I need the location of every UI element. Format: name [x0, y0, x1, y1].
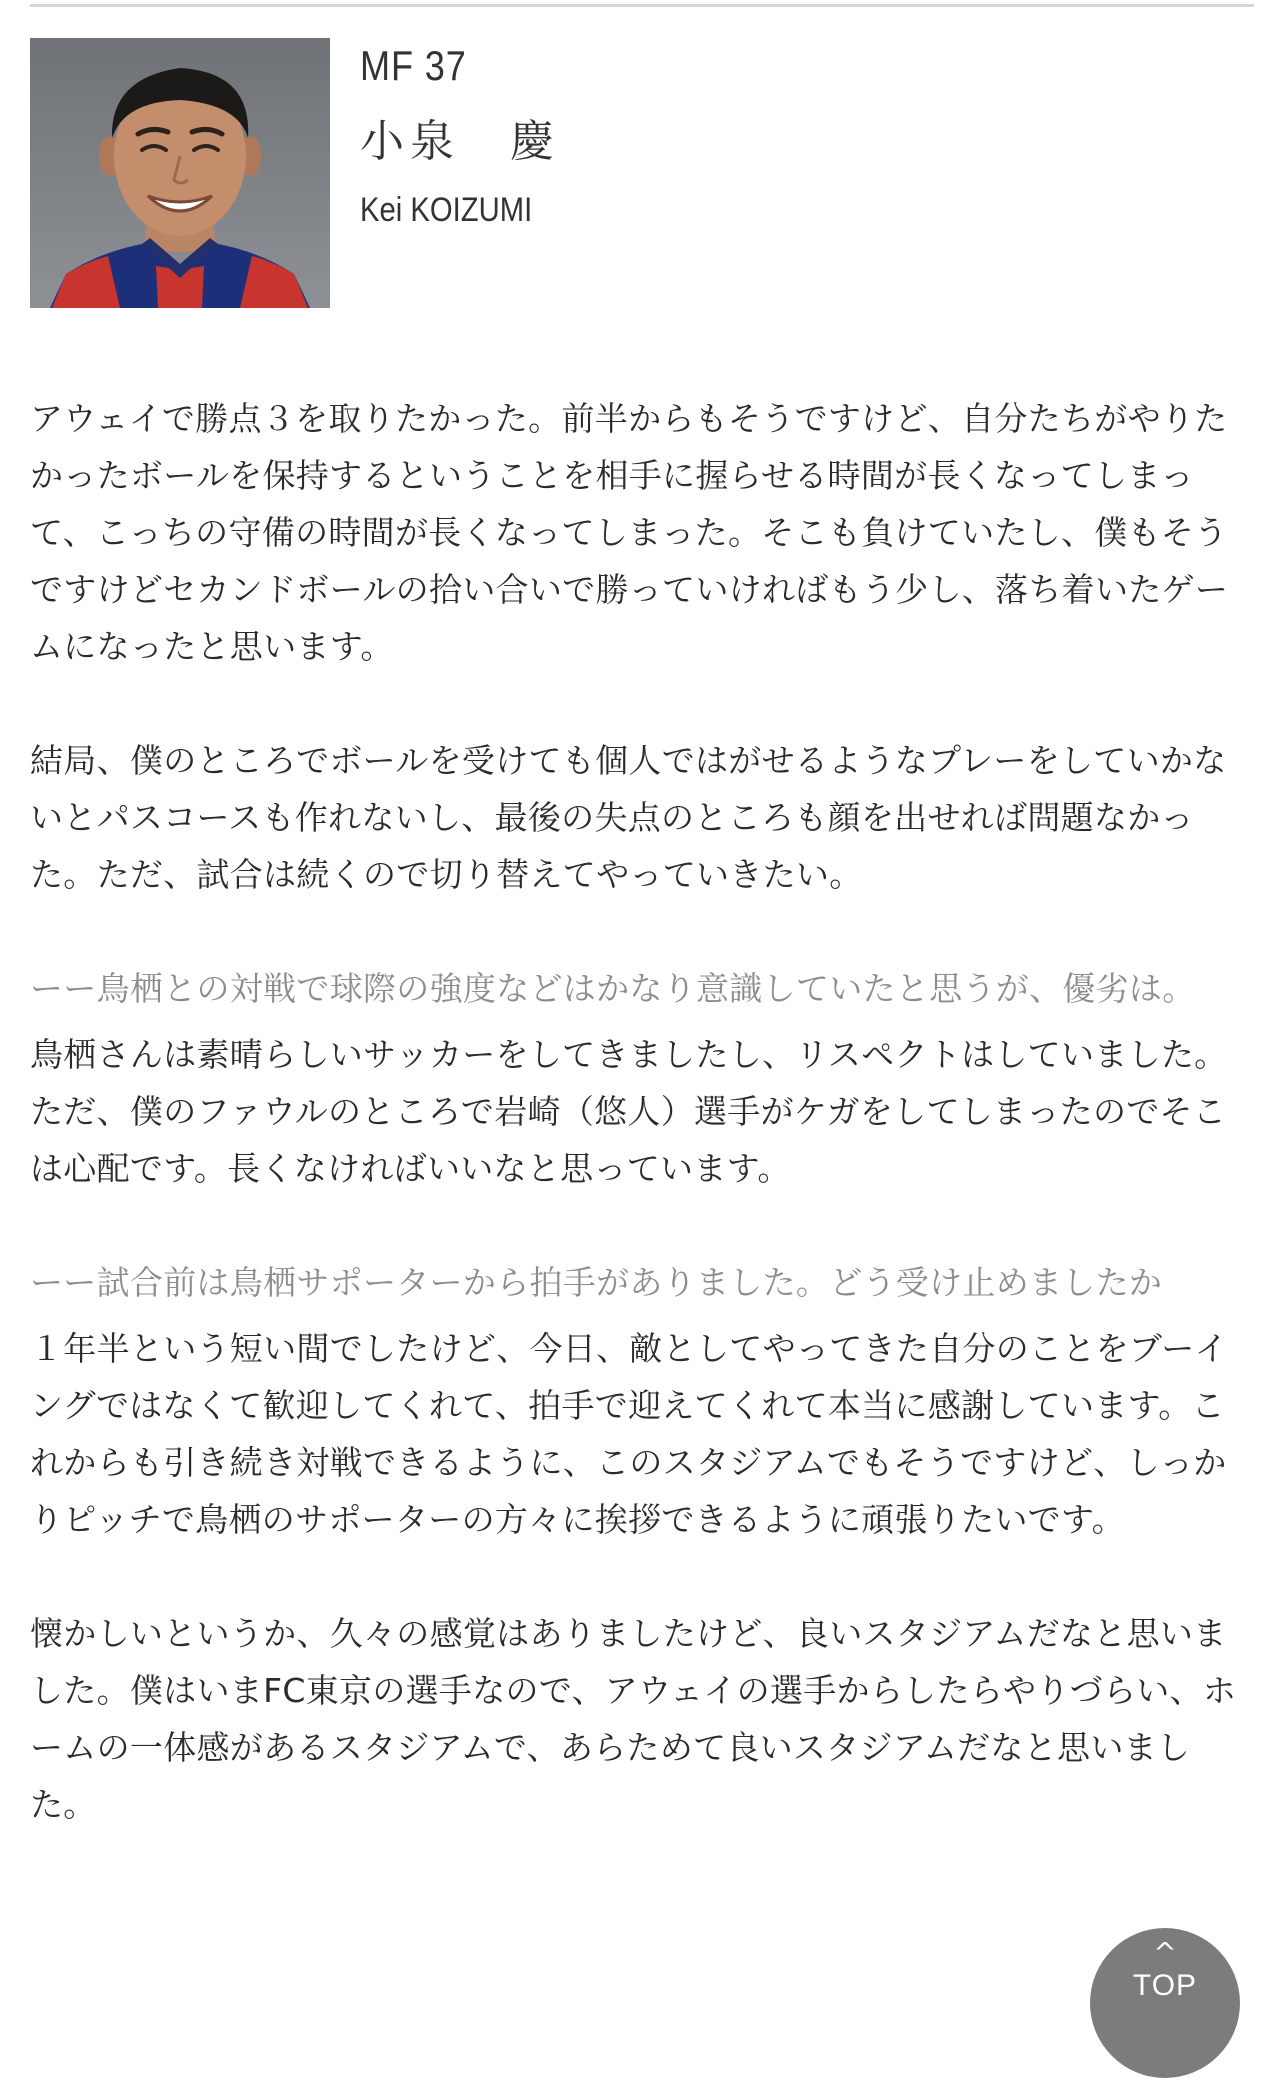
player-header: [30, 38, 1254, 310]
interview-article: [30, 390, 1256, 1833]
player-name-english: Kei KOIZUMI: [360, 191, 533, 229]
chevron-up-icon: ^: [1153, 1936, 1177, 1969]
paragraph-spacer: [30, 1548, 1256, 1605]
player-name-japanese: 小泉 慶: [360, 116, 560, 167]
scroll-to-top-label: TOP: [1132, 1969, 1198, 2002]
answer-paragraph: １年半という短い間でしたけど、今日、敵としてやってきた自分のことをブーイングではなくて歓迎してくれて、拍手で迎えてくれて本当に感謝しています。これからも引き続き対戦できるように、このスタジアムでもそうですけど、しっかりピッチで鳥栖のサポーターの方々に挨拶できるように頑張りたいです。: [30, 1329, 1228, 1539]
answer-paragraph: 鳥栖さんは素晴らしいサッカーをしてきましたし、リスペクトはしていました。ただ、僕のファウルのところで岩崎（悠人）選手がケガをしてしまったのでそこは心配です。長くなければいいなと思っています。: [30, 1035, 1228, 1188]
player-photo: [30, 38, 330, 308]
paragraph-spacer: [30, 675, 1256, 732]
answer-paragraph: 結局、僕のところでボールを受けても個人ではがせるようなプレーをしていかないとパスコースも作れないし、最後の失点のところも顔を出せれば問題なかった。ただ、試合は続くので切り替えてやっていきたい。: [30, 741, 1227, 894]
interview-question: ーー試合前は鳥栖サポーターから拍手がありました。どう受け止めましたか: [30, 1263, 1163, 1302]
paragraph-spacer: [30, 903, 1256, 960]
scroll-to-top-button[interactable]: [1090, 1928, 1240, 2078]
answer-paragraph: アウェイで勝点３を取りたかった。前半からもそうですけど、自分たちがやりたかったボールを保持するということを相手に握らせる時間が長くなってしまって、こっちの守備の時間が長くなってしまった。そこも負けていたし、僕もそうですけどセカンドボールの拾い合いで勝っていければもう少し、落ち着いたゲームになったと思います。: [30, 399, 1229, 666]
position-number: MF 37: [360, 42, 467, 89]
paragraph-spacer: [30, 1197, 1256, 1254]
answer-paragraph: 懐かしいというか、久々の感覚はありましたけど、良いスタジアムだなと思いました。僕はいまFC東京の選手なので、アウェイの選手からしたらやりづらい、ホームの一体感があるスタジアムで、あらためて良いスタジアムだなと思いました。: [30, 1614, 1237, 1824]
top-divider: [30, 4, 1254, 7]
interview-question: ーー鳥栖との対戦で球際の強度などはかなり意識していたと思うが、優劣は。: [30, 969, 1196, 1008]
